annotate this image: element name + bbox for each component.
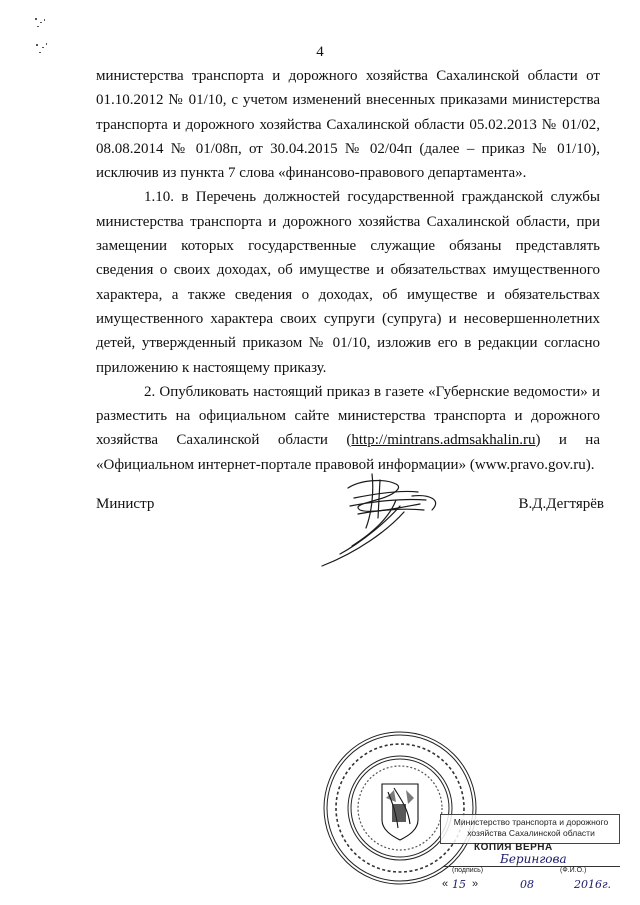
page-number: 4	[316, 44, 324, 60]
handwritten-signature	[300, 470, 450, 575]
website-link[interactable]: http://mintrans.admsakhalin.ru	[351, 432, 536, 449]
paragraph-1-10	[96, 185, 600, 379]
paragraph-1-10-text: 1.10. в Перечень должностей государственной гражданской службы министерства транспорта и дорожного хозяйства Сахалинской области, при замещении которых государственные служащие обязаны представлять сведения о своих доходах, об имуществе и обязательствах имущественного характера, а также сведения о доходах, об имуществе и обязательствах имущественного характера своих супруги (супруга) и несовершеннолетних детей, утвержденный приказом № 01/10, изложив его в редакции согласно приложению к настоящему приказу.	[96, 189, 600, 376]
fio-caption: (Ф.И.О.)	[560, 867, 587, 874]
date-year: 2016г.	[574, 878, 612, 891]
paragraph-1-text: министерства транспорта и дорожного хозяйства Сахалинской области от 01.10.2012 № 01/10, с учетом изменений внесенных приказами министерства транспорта и дорожного хозяйства Сахалинской области 05.02.2013 № 01/02, 08.08.2014 № 01/08п, от 30.04.2015 № 02/04п (далее – приказ № 01/10), исключив из пункта 7 слова «финансово-правового департамента».	[96, 68, 600, 182]
certification-org-box	[440, 814, 620, 844]
date-day: 15	[452, 878, 466, 891]
copy-certification-stamp	[440, 810, 620, 902]
paragraph-2-text-start: 2. Опубликовать настоящий приказ в газете «Губернские ведомости» и разместить на официальном сайте министерства транспорта и дорожного хозяйства Сахалинской области (	[96, 383, 600, 449]
date-quote-open: «	[442, 878, 449, 890]
paragraph-1	[96, 64, 600, 185]
minister-label: Министр	[96, 496, 155, 512]
date-month: 08	[520, 878, 534, 891]
certification-org: Министерство транспорта и дорожного хозяйства Сахалинской области	[453, 817, 609, 838]
minister-name: В.Д.Дегтярёв	[518, 496, 604, 512]
paragraph-2-text-end: ) и на «Официальном интернет-портале правовой информации» (www.pravo.gov.ru).	[96, 432, 600, 473]
date-quote-close: »	[472, 878, 479, 890]
certification-title: КОПИЯ ВЕРНА	[474, 842, 553, 853]
paragraph-2	[96, 380, 600, 477]
document-body	[96, 64, 600, 477]
signature-caption: (подпись)	[452, 867, 484, 874]
certification-signer: Берингова	[500, 852, 567, 866]
certification-date	[440, 874, 620, 896]
